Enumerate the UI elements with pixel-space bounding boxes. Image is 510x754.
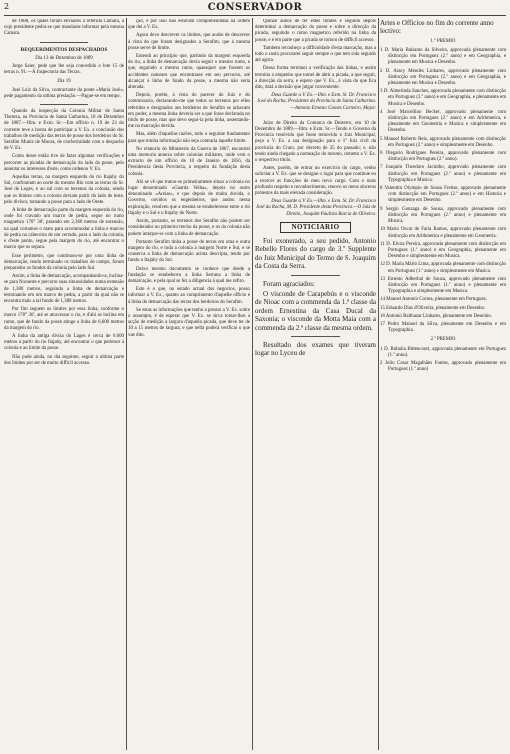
divider <box>291 336 339 337</box>
news-item: Resultado dos exames que tiveram logar no Lyceu de <box>255 340 376 358</box>
header-rule <box>4 15 506 16</box>
paragraph: Ahi se vê que tratou-se primeiramente situar a colonia no logar denominado «Guarda Velha», depois no outro denominado «Areias», e que depois de muita duvida, o Governo, ouvidos os engenheiros, que andou nessa exploração, resolveu que a mesma se estabelecesse entre o rio Itajahy e o Sul e o Itajahy do Norte. <box>128 179 250 216</box>
prize-heading: 1.º PREMIO <box>430 38 456 44</box>
list-item: 10 Mario Oscar de Faria Ramos, approvado plenamente com distincção em Arithmetica e plenamente em Geometria. <box>380 227 506 239</box>
column-heading: Artes e Officios no fim do corrente anno lectivo: <box>380 19 494 36</box>
list-item: 12 D. Maria Mário Lima, approvada plenamente com distincção em Portuguez (1.º anno) e simplesmente em Musica. <box>380 262 506 274</box>
paragraph: Assim, a linha de demarcação, acompanhando-a, inclina-se para Noroeste e percorre suas sinuosidades numa extensão de 1,380 metros, seguindo a linha de demarcação e terminando em um marco de pedra, a partir da qual não se encontra mais a tal fundo de 1,380 metros. <box>4 274 124 304</box>
paragraph: Quinze annos de ter estes limites e seguido depois determinar a demarcação da posse e sobre a direcção da picada, seguindo o rumo magnetico referido na linha da posse, e é em parte que a picada se tornou de difficil accesso. <box>255 19 376 43</box>
paragraph: Portanto Serafim tinha a posse de terras em uma e outra margem do rio, e toda a colonia á margem Norte e Sul, e se conserva a linha de demarcação acima descripta, tendo por fundo o Itajahy do Sul. <box>128 239 250 264</box>
list-item: 4 José Marcellino Becker, approvado plenamente com distincção em Portuguez (2.º anno) e em Arithmetica, e plenamente em Geometria e Musica e simplesmente em Desenho. <box>380 109 506 134</box>
paragraph: Agora devo descrever os limites, que acabo de descrever á vista do que foram designados a Serafim, que á mesma posse serve de limite. <box>128 33 250 51</box>
paragraph: José Luiz da Silva, contractante da ponte «Maria José», pede pagamento da ultima prestação.—Pague-se em tempo. <box>4 87 124 99</box>
paragraph: Esse perimetro, que continuou-se por uma linha de demarcação, tendo terminado os trabalhos de campo, foram preparados os fundos da colonia pelo lado Sul. <box>4 253 124 271</box>
list-item: 13 Ernesto Adherbal de Souza, approvado plenamente com distincção em Portuguez (1.º anno) e plenamente em Typographia e simplesmente em Musica. <box>380 276 506 295</box>
divider <box>291 116 339 117</box>
column-1 <box>4 19 124 752</box>
column-divider <box>378 18 379 750</box>
list-item: 2 Julio Cesar Magalhães Fontes, approvado plenamente em Portuguez (1.º anno) <box>380 360 506 373</box>
section-heading: REQUERIMENTOS DESPACHADOS <box>20 46 108 53</box>
column-3 <box>255 19 376 752</box>
paragraph: Quando da inspecção da Colonia Militar de Santa Thereza, na Provincia de Santa Catharina, 10 de Dezembro de 1887.—Illm. e Exm. Sr.—Em officio n. 19 de 23 do corrente teve a honra de participar a V. Ex. a conclusão dos trabalhos de medição das terras de posse dos herdeiros do Sr. Serafim Muniz de Moura, de conformidade com o despacho de V. Ex. <box>4 109 124 152</box>
prize-list <box>380 48 506 334</box>
column-4 <box>380 19 506 752</box>
list-item: 3 D. Almerinda Sanches, approvada plenamente com distincção em Portuguez (2.º anno) e em Geographia, e plenamente em Musica e Desenho. <box>380 89 506 107</box>
news-item: O visconde de Carapebús e o visconde de Nioac com a commenda da 1.ª classe da ordem Ernestina da Casa Ducal da Saxonia; o visconde da Motta Maia com a commenda da 2.ª classe da mesma ordem. <box>255 289 376 332</box>
paragraph: Não pude ainda, no dia seguinte, seguir a ultima parte dos limites por ser de muito difficil accesso. <box>4 354 124 366</box>
list-item: 7 Joaquim Theodoro Jacintho, approvado plenamente com distincção em Portuguez (2.º anno) e plenamente em Typographia e Musica. <box>380 165 506 183</box>
paragraph: Este é o que, no estado actual dos negocios, posso informar a V. Ex., quanto ao cumprimento d'aquelle officio e á linha de demarcação das terras dos herdeiros do Serafim. <box>128 287 250 305</box>
paragraph: Por fim seguem os limites por essa linha, conforme o marco 178° 30', até se atravessar o rio, e d'ahi se inclina em rumo, que de fundo da posse atinge a linha de 6,600 metros da margem do rio. <box>4 307 124 331</box>
divider <box>40 42 88 43</box>
section-box-title: NOTICIARIO <box>280 222 351 233</box>
list-item: 14 Manoel Antonio Correa, plenamente em Portuguez. <box>380 297 488 303</box>
paragraph: Tambem reconheço a difficuldade d'esta marcação, mas a todo o custo procurarei seguir sempre o que tem sido seguido até agora. <box>255 45 376 64</box>
list-item: 6 Olegario Rodrigues Pereira, approvado plenamente com distincção em Portuguez (2.º anno). <box>380 151 506 163</box>
news-item: Foram agraciados: <box>263 279 315 288</box>
section-date: Dia 19 <box>57 79 71 85</box>
list-item: 1 D. Maria Balsamo da Silveira, approvada plenamente com distincção em Portuguez (2.º anno) e em Geographia, e plenamente em Musica e Desenho. <box>380 48 506 66</box>
list-item: 15 Eduardo Dias d'Oliveira, plenamente em Desenho. <box>380 305 486 311</box>
paragraph: Se estas as informações que tenho a prestar a V. Ex. sobre o assumpto, é de esperar que V. Ex. se sirva tomar-lhes a acção de medição a largura d'aquella picada, que deve ter de 10 a 15 metros de largura, e que nella poderá verificar o que vae dito. <box>128 307 250 338</box>
list-item: 17 Pedro Manoel da Silva, plenamente em Desenho e em Typographia. <box>380 321 506 334</box>
paragraph: Juizo de Direito da Comarca de Desterro, em 10 de Dezembro de 1889.—Illm. e Exm. Sr.—Tendo o Governo da Provincia resolvido que fosse removido o Juiz Municipal, peço a V. Ex. a sua designação para o 1º Juiz civil da provincia do Crato, por decreto de 25 do passado; e, não tendo ainda chegado a nomeação do mesmo, remetto a V. Ex. o respectivo titulo. <box>255 120 376 164</box>
list-item: 9 Sergio Gonzaga de Sousa, approvado plenamente com distincção em Portuguez (2.º anno) e plenamente em Musica. <box>380 206 506 225</box>
paragraph: A linha da antiga divisa do Lages é cerca de 6.600 metros a partir do rio Itajahy, até encontrar o que pertence á colonia e ao limite da posse. <box>4 333 124 352</box>
column-2 <box>128 19 250 752</box>
signature-paragraph: Deus Guarde a V. Ex.—Illm. e Exm. Sr. Dr. Francisco José da Rocha, Presidente da Provincia de Santa Catharina.—Antonio Ernesto Gomes Carneiro, Major. <box>257 93 376 111</box>
paragraph: ção, e por isso não estavam comprehendidas na ordem que dei a V. Ex. <box>128 19 250 31</box>
section-date: Dia 13 de Dezembro de 1889 <box>35 55 93 61</box>
newspaper-title: CONSERVADOR <box>207 2 303 13</box>
paragraph: Dessa forma terminei a verificação das linhas, e assim termino o empenho que tomei de abrir a picada, a que seguir, a direcção da serra, e espero que V. Ex., á vista do que fica dito, dará a decisão que julgar conveniente. <box>255 66 376 91</box>
list-item: 1 D. Rubalia Bittencourt, approvada plenamente em Portuguez (1.º anno). <box>380 346 506 358</box>
news-item: Foi exonerado, a seu pedido, Antonio Rebello Flores do cargo de 3.º Supplente do Juiz Municipal do Termo de S. Joaquim da Costa da Serra. <box>255 236 376 271</box>
paragraph: Deixo mesmo documento se conhece que desde a fundação se estabeleceu a linha Serrana a linha de demarcação, e pela qual se fez a diligencia á qual me refiro. <box>128 266 250 284</box>
list-item: 5 Manoel Roberto Reis, approvado plenamente com distincção em Portuguez (2.º anno) e simplesmente em Desenho. <box>380 136 506 148</box>
list-item: 8 Valentim Olympio de Sousa Freitas, approvado plenamente com distincção em Portuguez (2.º anno) e em Historia e simplesmente em Desenho. <box>380 186 506 204</box>
list-item: 16 Antonio Balthazar Linhares, plenamente em Desenho. <box>380 313 492 319</box>
page-number: 2 <box>4 2 10 11</box>
column-divider <box>126 18 127 750</box>
divider <box>291 275 339 276</box>
paragraph: Entendi ao principio que, partindo da margem esquerda do rio, a linha de demarcação devia seguir o mesmo rumo, e que, seguindo o mesmo rumo, quaesquer que fossem os accidentes naturaes que encontrasse em seu percurso, até alcançar a linha de fundo da posse, a mesma não seria alterada. <box>128 54 250 91</box>
prize-list <box>380 347 506 374</box>
paragraph: Mas, além d'aquellas razões, todo o seguinte fundamento para que minha informação não seja contraria áquelle limite. <box>128 132 250 144</box>
column-divider <box>252 18 253 750</box>
paragraph: Aquellas terras, na margem esquerda do rio Itajahy do Sul, confrontam ao norte do mesmo Rio com as terras do Sr. José de Loges, e ao sul com os terrenos da colonia, sendo que os limites com a colonia deviam partir do lado de leste, pelo divisor, tomando a posse para o lado de Oeste. <box>4 175 124 205</box>
prize-heading: 2.º PREMIO <box>430 337 456 343</box>
list-item: 2 D. Aracy Mendes Linhares, approvada plenamente com distincção em Portuguez (2.º anno) e em Geographia, e plenamente em Musica e Desenho. <box>380 68 506 87</box>
paragraph: A linha de demarcação parte da margem esquerda do rio, onde foi cravado um marco de pedra, segue no rumo magnetico 178° 30', parando em 2,360 metros de extensão, na qual cortamos o mato para accommodar a linha e marcos de pedra na cabeceira de um cerrado, para o lado da colonia, e d'este ponto, segue pela margem do rio, até encontrar o marco que os separa. <box>4 208 124 251</box>
paragraph: de 1888, os quaes foram enviados á referida Camara, á cujo presidente pediu-se que mandasse informar pela mesma Camara. <box>4 19 124 37</box>
signature-paragraph: Deus Guarde a V. Ex.—Illm. e Exm. Sr. Dr. Francisco José da Rocha, M. D. Presidente desta Provincia.—O Juiz de Direito, Joaquim Paulista Barcia de Oliveira. <box>255 199 376 217</box>
paragraph: Jorge Saier, pede que lhe seja concedido o lote 15 de terras n. 91.—Á Inspectoria das Terras. <box>4 64 124 76</box>
divider <box>40 104 88 105</box>
paragraph: No relatorio do Ministerio da Guerra de 1867, encontrei uma memoria annexa sobre colonias militares, onde vem o extracto de um officio de 10 de Janeiro de 1856, da Presidencia desta Provincia, a respeito da fundação desta colonia. <box>128 146 250 177</box>
paragraph: Antes, porém, de entrar no exercicio do cargo, venho solicitar a V. Ex. que se designe o logar para que continue eu a exercer as funcções de meu novo cargo. Com o mais profundo respeito e reconhecimento, renovo os meus sinceros protestos da mais elevada consideração. <box>255 166 376 197</box>
paragraph: Assim, portanto, os terrenos dos Serafim não podem ser considerados no primeiro trecho da posse, e os da colonia não podem interpor-se com a linha de demarcação. <box>128 219 250 237</box>
list-item: 11 D. Elvira Pereira, approvada plenamente com distincção em Portuguez (1.º anno) e em Geographia, plenamente em Desenho e simplesmente em Musica. <box>380 241 506 260</box>
paragraph: Depois, porém, á vista do parecer do Juiz e do commissario, declarando-me que todos os terrenos por elles referidos e designados aos herdeiros de Serafim se achavam em poder, a mesma linha deveria ser a que fosse declarada no titulo de posse, mas que devo segui-la pela linha, assentando-me na marcação devida. <box>128 93 250 130</box>
paragraph: Como desse então tive de fazer algumas verificações e percorrer as picadas de demarcação do lado da posse, pelo assentar os interesses d'este, como ordenou V. Ex. <box>4 154 124 172</box>
